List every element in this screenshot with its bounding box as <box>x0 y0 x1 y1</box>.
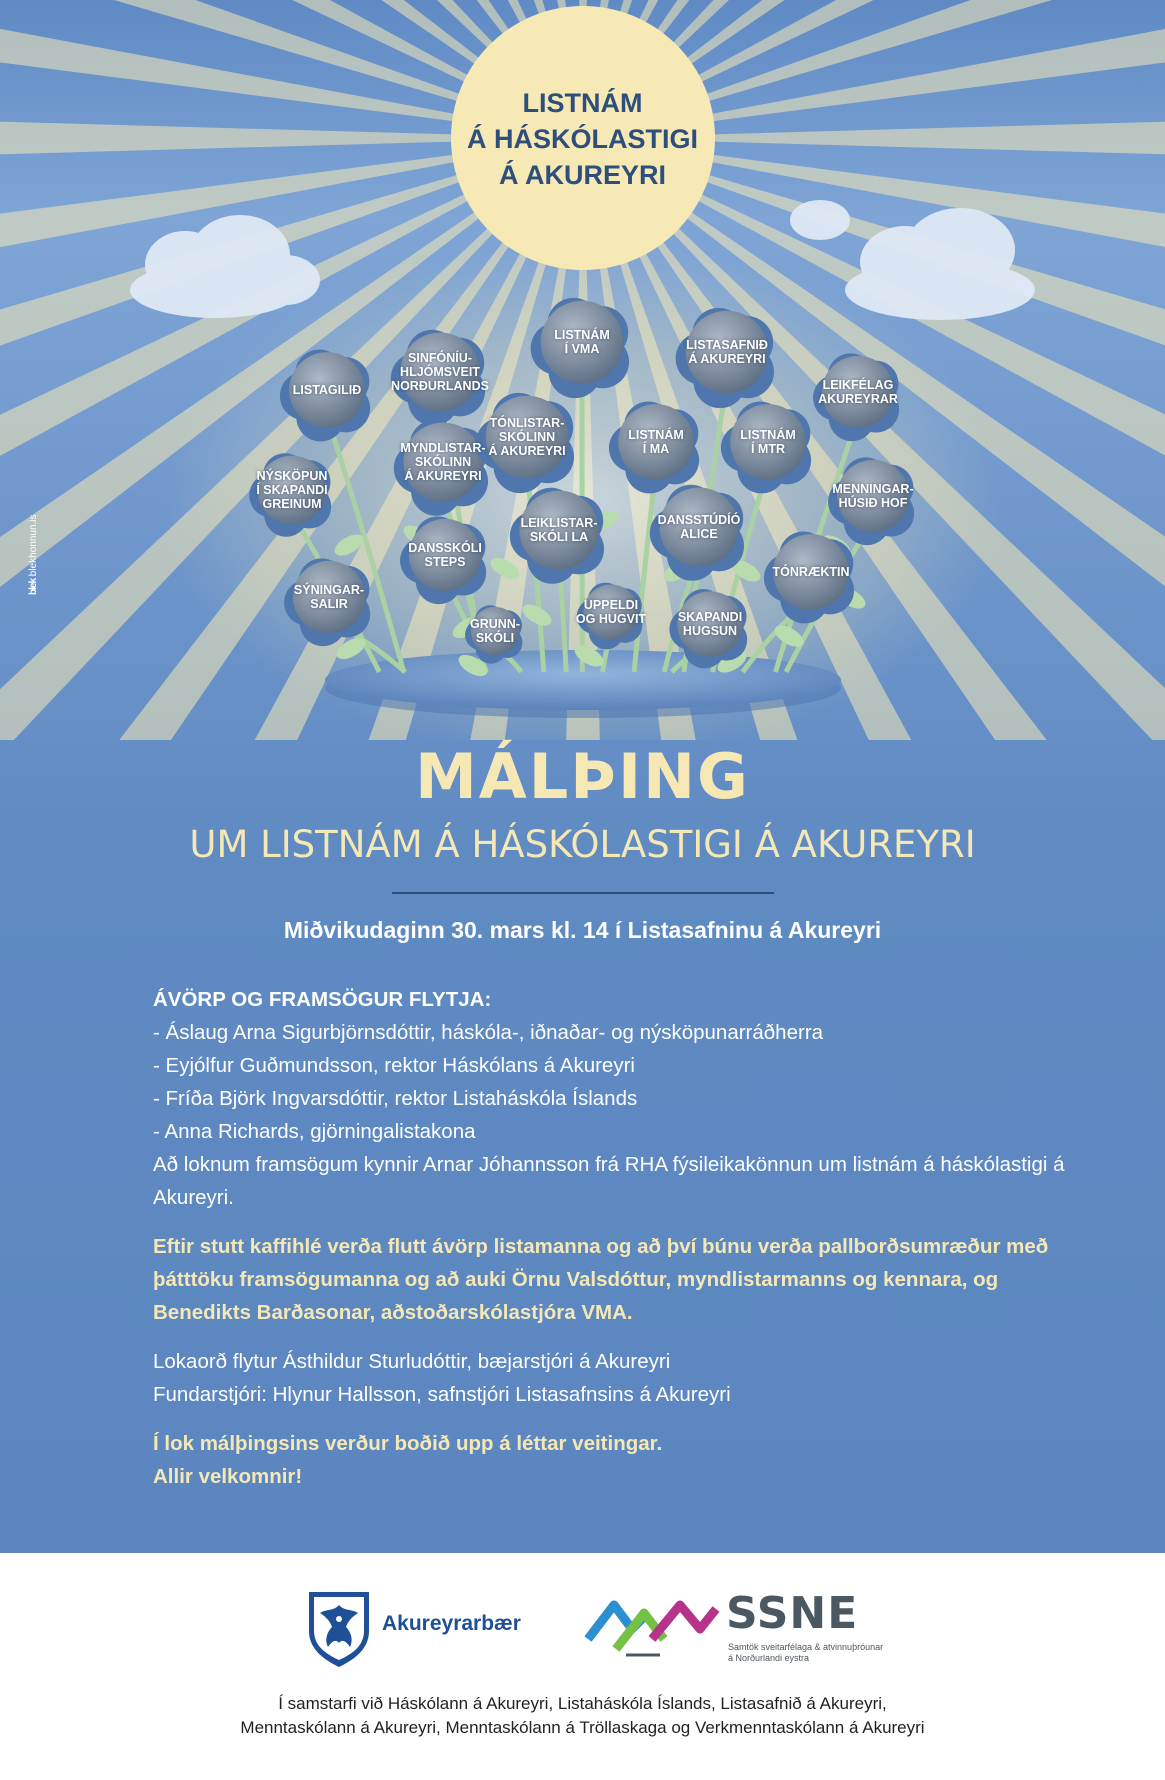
ssne-subtitle-1: Samtök sveitarfélaga & atvinnuþróunar <box>728 1642 884 1652</box>
flower-label: SKAPANDI HUGSUN <box>677 610 743 638</box>
final-line-2: Allir velkomnir! <box>153 1465 303 1488</box>
ssne-subtitle-2: á Norðurlandi eystra <box>728 1653 810 1663</box>
flower-label: LISTNÁM Í MA <box>628 428 684 456</box>
final-line-1: Í lok málþingsins verður boðið upp á léttar veitingar. <box>153 1432 663 1455</box>
flower-label: GRUNN- SKÓLI <box>470 617 520 645</box>
speaker-item: - Áslaug Arna Sigurbjörnsdóttir, háskóla-, iðnaðar- og nýsköpunarráðherra <box>153 1021 824 1044</box>
flower-label: UPPELDI OG HUGVIT <box>575 598 647 626</box>
speaker-item: - Anna Richards, gjörningalistakona <box>153 1120 476 1143</box>
sun-title-line-3: Á AKUREYRI <box>498 160 666 190</box>
panel-paragraph: Eftir stutt kaffihlé verða flutt ávörp listamanna og að því búnu verða pallborðsumræður með þátttöku framsögumanna og að auki Örnu Valsdóttur, myndlistarmanns og kennara, og Benedikts Barðasonar, aðstoðarskólastjóra VMA. <box>153 1235 1049 1324</box>
program-text <box>153 983 1088 1493</box>
sun-title-line-2: Á HÁSKÓLASTIGI <box>466 124 698 154</box>
partners-line-1: Í samstarfi við Háskólann á Akureyri, Listaháskóla Íslands, Listasafnið á Akureyri, <box>278 1694 887 1713</box>
flower-label: LISTASAFNIÐ Á AKUREYRI <box>686 338 768 366</box>
ssne-name: SSNE <box>726 1588 859 1639</box>
flower-label: DANSSTÚDÍÓ ALICE <box>657 513 741 541</box>
divider <box>392 892 774 894</box>
event-title: MÁLÞING <box>415 740 750 813</box>
akureyri-name: Akureyrarbær <box>382 1612 521 1635</box>
speaker-item: - Fríða Björk Ingvarsdóttir, rektor Listaháskóla Íslands <box>153 1087 638 1110</box>
flower-label: LISTNÁM Í MTR <box>740 428 796 456</box>
flower-label: LEIKLISTAR- SKÓLI LA <box>520 516 598 544</box>
event-date: Miðvikudaginn 30. mars kl. 14 í Listasafninu á Akureyri <box>283 917 882 943</box>
flower-label: SINFÓNÍU- HLJÓMSVEIT NORÐURLANDS <box>391 351 489 393</box>
flower-label: LISTNÁM Í VMA <box>554 328 610 356</box>
credit-brand: blek <box>28 578 39 595</box>
flower-label: LEIKFÉLAG AKUREYRAR <box>818 378 898 406</box>
closing-line-2: Fundarstjóri: Hlynur Hallsson, safnstjóri Listasafnsins á Akureyri <box>153 1383 731 1406</box>
akureyri-crest-icon <box>306 1589 372 1669</box>
flower-label: MYNDLISTAR- SKÓLINN Á AKUREYRI <box>400 441 486 483</box>
footer <box>0 1553 1165 1780</box>
ssne-mountains-icon <box>582 1583 722 1667</box>
speakers-heading: ÁVÖRP OG FRAMSÖGUR FLYTJA: <box>153 988 492 1011</box>
partners-text <box>0 1692 1165 1740</box>
flower-label: DANSSKÓLI STEPS <box>408 541 482 569</box>
closing-line-1: Lokaorð flytur Ásthildur Sturludóttir, bæjarstjóri á Akureyri <box>153 1350 671 1373</box>
event-subtitle: UM LISTNÁM Á HÁSKÓLASTIGI Á AKUREYRI <box>189 823 976 866</box>
speaker-item: - Eyjólfur Guðmundsson, rektor Háskólans á Akureyri <box>153 1054 635 1077</box>
flower-label: MENNINGAR- HÚSIÐ HOF <box>832 482 914 510</box>
after-talks: Að loknum framsögum kynnir Arnar Jóhannsson frá RHA fýsileikakönnun um listnám á háskólastigi á Akureyri. <box>153 1153 1065 1209</box>
partners-line-2: Menntaskólann á Akureyri, Menntaskólann á Tröllaskaga og Verkmenntaskólann á Akureyri <box>240 1718 925 1737</box>
designer-credit[interactable] <box>28 514 39 595</box>
flower-label: TÓNLISTAR- SKÓLINN Á AKUREYRI <box>488 416 566 458</box>
flower-label: LISTAGILIÐ <box>292 383 362 397</box>
flower-label: NÝSKÖPUN Í SKAPANDI GREINUM <box>256 469 328 511</box>
sun-title-line-1: LISTNÁM <box>522 88 643 118</box>
flower-label: SÝNINGAR- SALIR <box>293 583 365 611</box>
credit-site: blekhonnun.is <box>28 514 39 577</box>
flower-label: TÓNRÆKTIN <box>772 565 850 579</box>
